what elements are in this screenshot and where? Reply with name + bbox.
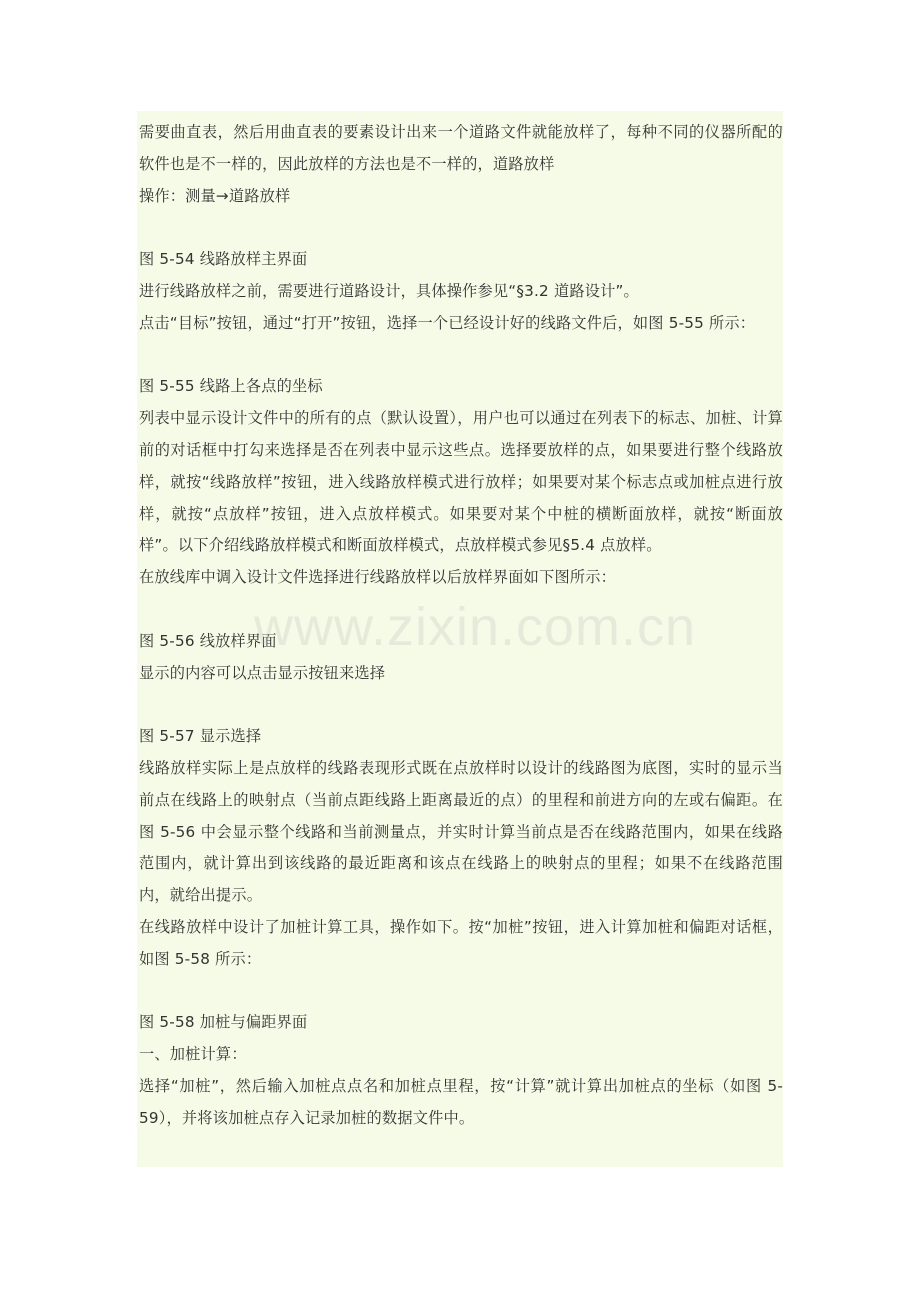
paragraph: 操作：测量→道路放样 bbox=[139, 186, 291, 205]
blank-line bbox=[139, 212, 783, 244]
figure-caption: 图 5-57 显示选择 bbox=[139, 727, 262, 746]
content-block bbox=[137, 111, 783, 1167]
figure-caption: 图 5-56 线放样界面 bbox=[139, 631, 277, 650]
blank-line bbox=[139, 340, 783, 372]
paragraph: 进行线路放样之前，需要进行道路设计，具体操作参见“§3.2 道路设计”。 bbox=[139, 281, 639, 300]
watermark: www.zixin.com.cn bbox=[253, 597, 697, 657]
blank-line bbox=[139, 689, 783, 721]
paragraph: 选择“加桩”，然后输入加桩点点名和加桩点里程，按“计算”就计算出加桩点的坐标（如图 5-59），并将该加桩点存入记录加桩的数据文件中。 bbox=[139, 1076, 783, 1127]
blank-line bbox=[139, 976, 783, 1008]
paragraph: 线路放样实际上是点放样的线路表现形式既在点放样时以设计的线路图为底图，实时的显示当前点在线路上的映射点（当前点距线路上距离最近的点）的里程和前进方向的左或右偏距。在图 5-56 中会显示整个线路和当前测量点，并实时计算当前点是否在线路范围内，如果在线路范围内，就计算出到该线路的最近距离和该点在线路上的映射点的里程；如果不在线路范围内，就给出提示。 bbox=[139, 758, 783, 905]
paragraph: 在线路放样中设计了加桩计算工具，操作如下。按“加桩”按钮，进入计算加桩和偏距对话框，如图 5-58 所示： bbox=[139, 917, 783, 968]
paragraph: 在放线库中调入设计文件选择进行线路放样以后放样界面如下图所示： bbox=[139, 568, 617, 587]
paragraph: 需要曲直表，然后用曲直表的要素设计出来一个道路文件就能放样了，每种不同的仪器所配的软件也是不一样的，因此放样的方法也是不一样的，道路放样 bbox=[139, 123, 783, 173]
figure-caption: 图 5-55 线路上各点的坐标 bbox=[139, 377, 323, 396]
paragraph: 列表中显示设计文件中的所有的点（默认设置），用户也可以通过在列表下的标志、加桩、计算前的对话框中打勾来选择是否在列表中显示这些点。选择要放样的点，如果要进行整个线路放样，就按“线路放样”按钮，进入线路放样模式进行放样；如果要对某个标志点或加桩点进行放样，就按“点放样”按钮，进入点放样模式。如果要对某个中桩的横断面放样，就按“断面放样”。以下介绍线路放样模式和断面放样模式，点放样模式参见§5.4 点放样。 bbox=[139, 409, 783, 555]
blank-line bbox=[139, 594, 783, 626]
figure-caption: 图 5-54 线路放样主界面 bbox=[139, 250, 308, 269]
paragraph: 显示的内容可以点击显示按钮来选择 bbox=[139, 663, 386, 682]
paragraph: 点击“目标”按钮，通过“打开”按钮，选择一个已经设计好的线路文件后，如图 5-55 所示： bbox=[139, 313, 756, 332]
paragraph: 一、加桩计算： bbox=[139, 1045, 247, 1064]
figure-caption: 图 5-58 加桩与偏距界面 bbox=[139, 1013, 308, 1032]
